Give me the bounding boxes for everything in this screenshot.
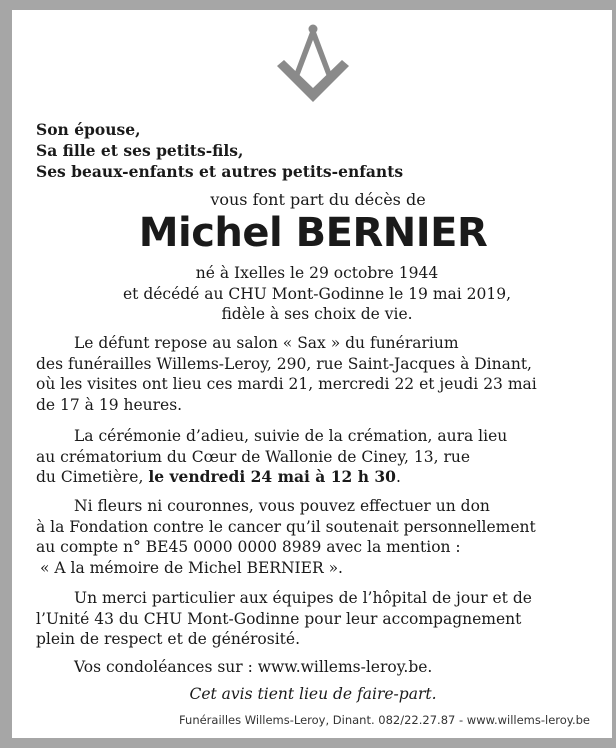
paragraph-line: l’Unité 43 du CHU Mont-Godinne pour leur accompagnement — [36, 609, 522, 628]
family-line: Sa fille et ses petits-fils, — [36, 141, 244, 160]
paragraph-line: de 17 à 19 heures. — [36, 395, 183, 414]
paragraph-line: Le défunt repose au salon « Sax » du funérarium — [74, 334, 459, 352]
thanks-paragraph — [36, 588, 596, 650]
ceremony-date: le vendredi 24 mai à 12 h 30 — [148, 467, 396, 486]
square-and-compass-icon — [277, 22, 349, 106]
deceased-name: Michel BERNIER — [138, 210, 488, 256]
birth-death-details — [0, 263, 616, 325]
donation-paragraph — [36, 496, 596, 578]
paragraph-line: plein de respect et de générosité. — [36, 630, 300, 648]
ceremony-end: . — [395, 468, 401, 486]
paragraph-line: au compte n° BE45 0000 0000 8989 avec la mention : — [36, 538, 461, 556]
paragraph-line: Ni fleurs ni couronnes, vous pouvez effectuer un don — [74, 497, 490, 515]
paragraph-line: des funérailles Willems-Leroy, 290, rue Saint-Jacques à Dinant, — [36, 354, 532, 373]
announcement-intro: vous font part du décès de — [210, 190, 426, 209]
funeral-home-footer: Funérailles Willems-Leroy, Dinant. 082/22.27.87 - www.willems-leroy.be — [179, 713, 590, 727]
paragraph-line: où les visites ont lieu ces mardi 21, mercredi 22 et jeudi 23 mai — [36, 375, 537, 393]
death-line: et décédé au CHU Mont-Godinne le 19 mai 2019, — [122, 284, 512, 303]
family-list — [36, 119, 403, 182]
funerarium-paragraph — [36, 333, 596, 415]
paragraph-line: à la Fondation contre le cancer qu’il soutenait personnellement — [36, 517, 536, 536]
ceremony-paragraph — [36, 426, 596, 488]
family-line: Ses beaux-enfants et autres petits-enfants — [36, 162, 404, 181]
paragraph-line: La cérémonie d’adieu, suivie de la crémation, aura lieu — [74, 427, 508, 445]
paragraph-line: au crématorium du Cœur de Wallonie de Ciney, 13, rue — [36, 447, 471, 466]
condolences-paragraph — [36, 657, 596, 678]
birth-line: né à Ixelles le 29 octobre 1944 — [195, 264, 439, 282]
paragraph-line — [36, 467, 596, 488]
condolences-line: Vos condoléances sur : www.willems-leroy.be. — [74, 658, 433, 676]
faithful-line: fidèle à ses choix de vie. — [221, 305, 413, 323]
faire-part-notice: Cet avis tient lieu de faire-part. — [189, 685, 437, 703]
paragraph-line: Un merci particulier aux équipes de l’hôpital de jour et de — [74, 589, 532, 607]
ceremony-place-text: du Cimetière, — [36, 468, 149, 486]
paragraph-line: « A la mémoire de Michel BERNIER ». — [40, 558, 343, 577]
family-line: Son épouse, — [36, 120, 141, 139]
